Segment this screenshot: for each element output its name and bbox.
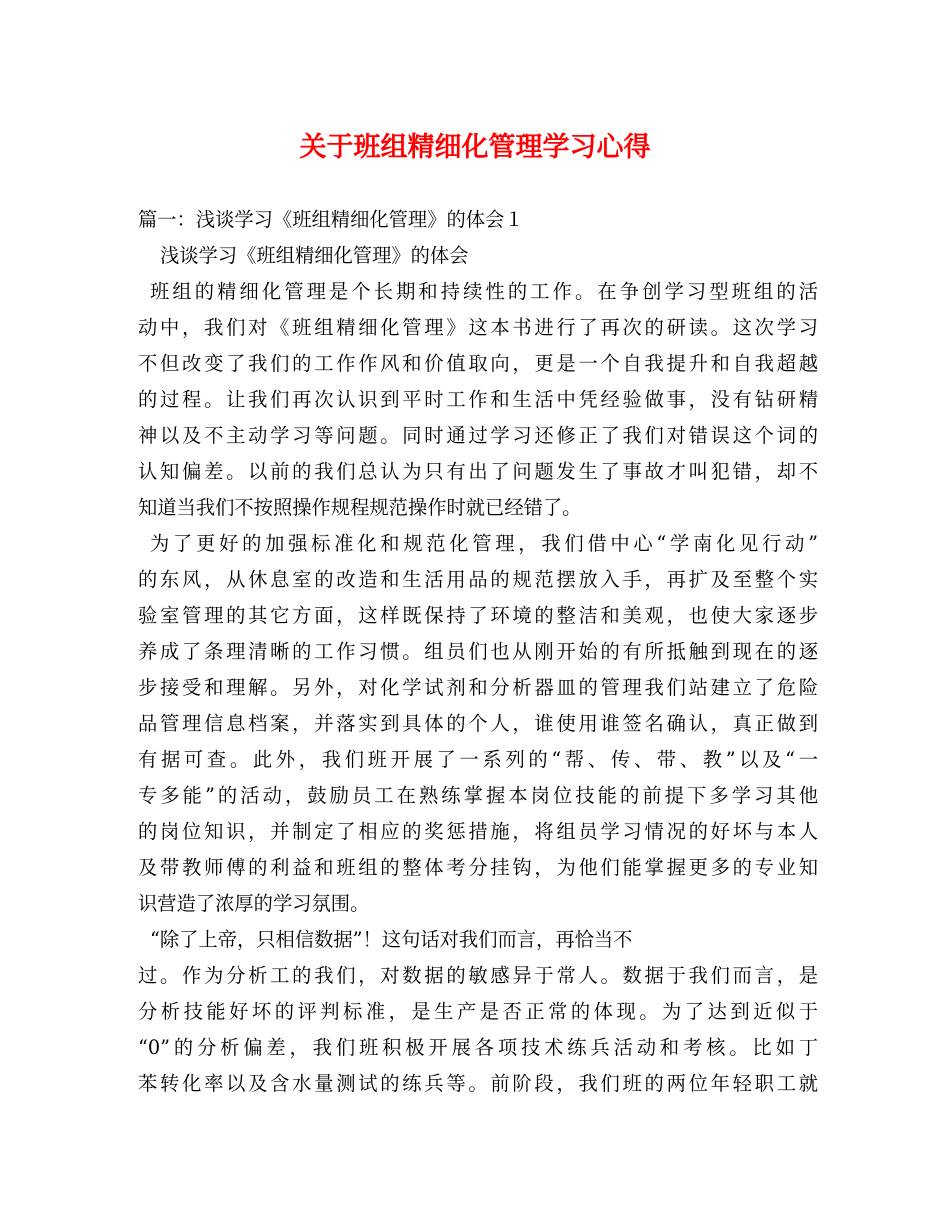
text-line: 步接受和理解。另外，对化学试剂和分析器皿的管理我们站建立了危险 (138, 676, 818, 699)
document-body (138, 202, 818, 1102)
text-line: “除了上帝，只相信数据”！这句话对我们而言，再恰当不 (150, 928, 633, 951)
text-line: 苯转化率以及含水量测试的练兵等。前阶段，我们班的两位年轻职工就 (138, 1072, 818, 1095)
text-line: 有据可查。此外，我们班开展了一系列的“帮、传、带、教”以及“一 (138, 748, 818, 771)
text-line: 不但改变了我们的工作作风和价值取向，更是一个自我提升和自我超越 (138, 352, 818, 375)
text-line: 分析技能好坏的评判标准，是生产是否正常的体现。为了达到近似于 (138, 1000, 818, 1023)
text-line: “0”的分析偏差，我们班积极开展各项技术练兵活动和考核。比如丁 (138, 1036, 818, 1059)
text-line: 动中，我们对《班组精细化管理》这本书进行了再次的研读。这次学习 (138, 316, 818, 339)
text-line: 的岗位知识，并制定了相应的奖惩措施，将组员学习情况的好坏与本人 (138, 820, 818, 843)
text-line: 验室管理的其它方面，这样既保持了环境的整洁和美观，也使大家逐步 (138, 604, 818, 627)
text-line: 认知偏差。以前的我们总认为只有出了问题发生了事故才叫犯错，却不 (138, 460, 818, 483)
text-line: 专多能”的活动，鼓励员工在熟练掌握本岗位技能的前提下多学习其他 (138, 784, 818, 807)
section-heading: 篇一：浅谈学习《班组精细化管理》的体会１ (138, 208, 524, 231)
text-line: 养成了条理清晰的工作习惯。组员们也从刚开始的有所抵触到现在的逐 (138, 640, 818, 663)
document-title: 关于班组精细化管理学习心得 (299, 132, 651, 163)
article-subtitle: 浅谈学习《班组精细化管理》的体会 (160, 244, 469, 267)
text-line: 神以及不主动学习等问题。同时通过学习还修正了我们对错误这个词的 (138, 424, 818, 447)
text-line: 班组的精细化管理是个长期和持续性的工作。在争创学习型班组的活 (150, 280, 818, 303)
text-line: 识营造了浓厚的学习氛围。 (138, 892, 370, 915)
text-line: 为了更好的加强标准化和规范化管理，我们借中心“学南化见行动” (150, 532, 818, 555)
text-line: 知道当我们不按照操作规程规范操作时就已经错了。 (138, 496, 582, 519)
text-line: 品管理信息档案，并落实到具体的个人，谁使用谁签名确认，真正做到 (138, 712, 818, 735)
text-line: 的过程。让我们再次认识到平时工作和生活中凭经验做事，没有钻研精 (138, 388, 818, 411)
text-line: 及带教师傅的利益和班组的整体考分挂钩，为他们能掌握更多的专业知 (138, 856, 818, 879)
text-line: 过。作为分析工的我们，对数据的敏感异于常人。数据于我们而言，是 (138, 964, 818, 987)
text-line: 的东风，从休息室的改造和生活用品的规范摆放入手，再扩及至整个实 (138, 568, 818, 591)
